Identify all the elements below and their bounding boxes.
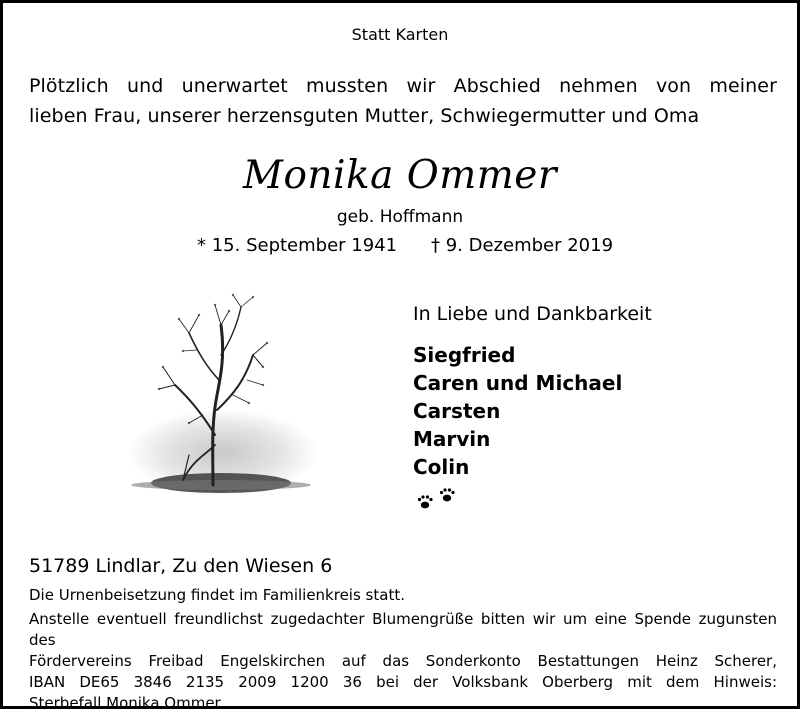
death-date: † 9. Dezember 2019 [431, 235, 614, 256]
mourner-name: Caren und Michael [413, 371, 623, 395]
intro-line: lieben Frau, unserer herzensguten Mutter, Schwiegermutter und Oma [29, 105, 700, 127]
donation-note [29, 609, 777, 714]
mourner-name: Carsten [413, 399, 501, 423]
donation-line: Fördervereins Freibad Engelskirchen auf das Sonderkonto Bestattungen Heinz Scherer, [29, 652, 777, 670]
address: 51789 Lindlar, Zu den Wiesen 6 [29, 555, 333, 577]
mourner-name: Colin [413, 455, 470, 479]
birth-date: * 15. September 1941 [197, 235, 398, 256]
maiden-name: geb. Hoffmann [336, 207, 464, 227]
donation-line: IBAN DE65 3846 2135 2009 1200 36 bei der Volksbank Oberberg mit dem Hinweis: [29, 673, 777, 691]
deceased-name: Monika Ommer [243, 153, 557, 198]
donation-line: Sterbefall Monika Ommer. [29, 694, 225, 712]
paw-prints-icon [415, 487, 459, 511]
mourner-name: Siegfried [413, 343, 516, 367]
tree-illustration [113, 285, 323, 511]
donation-line: Anstelle eventuell freundlichst zugedachter Blumengrüße bitten wir um eine Spende zugunsten des [29, 610, 777, 649]
mourners-heading: In Liebe und Dankbarkeit [413, 303, 652, 325]
mourners-list [413, 341, 622, 481]
burial-note: Die Urnenbeisetzung findet im Familienkreis statt. [29, 586, 405, 604]
intro-line: Plötzlich und unerwartet mussten wir Abschied nehmen von meiner [29, 75, 777, 97]
statt-karten-label: Statt Karten [351, 25, 449, 44]
intro-text [29, 71, 777, 131]
mourner-name: Marvin [413, 427, 491, 451]
